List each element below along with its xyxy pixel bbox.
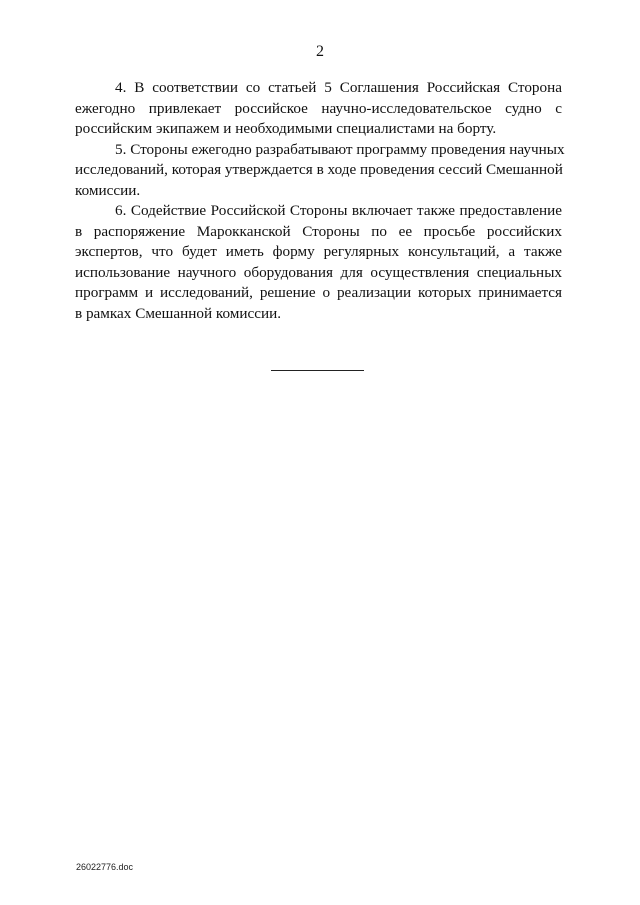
text-line: использование научного оборудования для осуществления специальных (75, 263, 562, 281)
text-line: экспертов, что будет иметь форму регулярных консультаций, а также (75, 243, 562, 260)
document-filename: 26022776.doc (76, 862, 134, 872)
page-number: 2 (316, 43, 324, 60)
text-line: 4. В соответствии со статьей 5 Соглашения Российская Сторона (115, 79, 562, 96)
text-line: ежегодно привлекает российское научно-исследовательское судно с (75, 99, 562, 117)
paragraph-4 (75, 78, 562, 140)
paragraph-5 (75, 140, 565, 202)
text-line: российским экипажем и необходимыми специалистами на борту. (75, 120, 497, 137)
text-line: программ и исследований, решение о реализации которых принимается (75, 284, 562, 301)
text-line: 5. Стороны ежегодно разрабатывают программу проведения научных (115, 140, 565, 158)
text-line: комиссии. (75, 181, 141, 199)
paragraph-6 (75, 201, 562, 324)
text-line: исследований, которая утверждается в ходе проведения сессий Смешанной (75, 161, 563, 178)
end-of-text-rule (271, 370, 364, 371)
text-line: 6. Содействие Российской Стороны включает также предоставление (115, 202, 562, 219)
text-line: в распоряжение Марокканской Стороны по ее просьбе российских (75, 222, 562, 240)
text-line: в рамках Смешанной комиссии. (75, 304, 282, 322)
document-body (75, 78, 565, 324)
